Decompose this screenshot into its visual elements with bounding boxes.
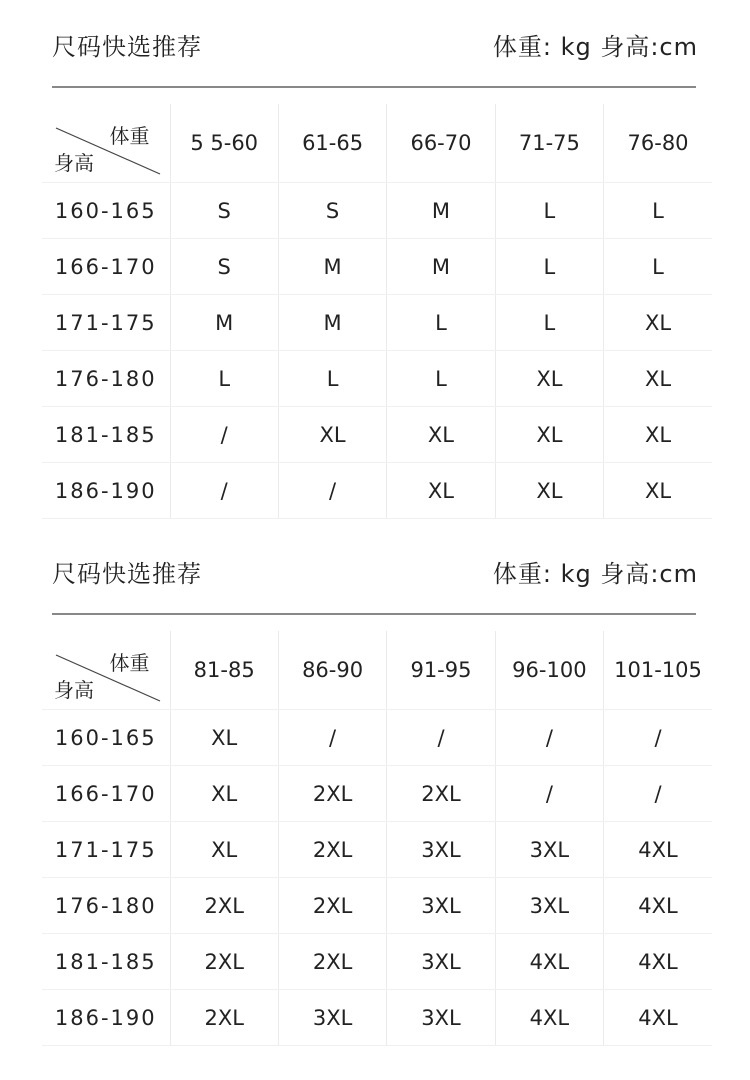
- weight-header: 66-70: [387, 104, 495, 183]
- size-cell: L: [495, 239, 603, 295]
- corner-weight-label: 体重: [109, 651, 150, 675]
- size-cell: M: [278, 239, 386, 295]
- size-cell: S: [278, 183, 386, 239]
- size-cell: 2XL: [278, 878, 386, 934]
- height-cell: 160-165: [42, 710, 170, 766]
- table-row: [42, 710, 712, 766]
- corner-weight-label: 体重: [109, 124, 150, 148]
- corner-cell: [42, 104, 170, 183]
- size-cell: XL: [604, 407, 712, 463]
- size-cell: M: [278, 295, 386, 351]
- height-cell: 171-175: [42, 822, 170, 878]
- height-cell: 176-180: [42, 878, 170, 934]
- section-header: [52, 541, 698, 601]
- size-cell: XL: [495, 351, 603, 407]
- table-row: [42, 990, 712, 1046]
- size-cell: 2XL: [170, 990, 278, 1046]
- size-cell: 4XL: [604, 822, 712, 878]
- size-cell: 4XL: [604, 878, 712, 934]
- size-cell: 3XL: [387, 934, 495, 990]
- size-cell: 3XL: [495, 878, 603, 934]
- height-cell: 181-185: [42, 934, 170, 990]
- weight-header: 91-95: [387, 631, 495, 710]
- size-cell: /: [387, 710, 495, 766]
- header-divider: [52, 86, 696, 88]
- size-cell: L: [495, 295, 603, 351]
- height-cell: 181-185: [42, 407, 170, 463]
- header-divider: [52, 613, 696, 615]
- size-cell: L: [495, 183, 603, 239]
- table-row: [42, 407, 712, 463]
- size-cell: /: [170, 463, 278, 519]
- units-label: 体重: kg 身高:cm: [492, 559, 698, 588]
- size-cell: /: [170, 407, 278, 463]
- height-cell: 186-190: [42, 463, 170, 519]
- size-cell: 2XL: [387, 766, 495, 822]
- table-row: [42, 766, 712, 822]
- section-title: 尺码快选推荐: [52, 559, 202, 588]
- size-cell: 3XL: [278, 990, 386, 1046]
- size-table: [42, 104, 712, 519]
- size-cell: /: [604, 766, 712, 822]
- table-row: [42, 239, 712, 295]
- size-cell: S: [170, 239, 278, 295]
- weight-header: 86-90: [278, 631, 386, 710]
- table-row: [42, 351, 712, 407]
- size-cell: XL: [387, 463, 495, 519]
- size-cell: XL: [387, 407, 495, 463]
- corner-cell: [42, 631, 170, 710]
- size-cell: XL: [495, 463, 603, 519]
- size-cell: XL: [278, 407, 386, 463]
- size-cell: /: [604, 710, 712, 766]
- weight-header: 61-65: [278, 104, 386, 183]
- table-header-row: [42, 104, 712, 183]
- size-cell: M: [387, 239, 495, 295]
- size-cell: M: [387, 183, 495, 239]
- size-cell: 2XL: [278, 766, 386, 822]
- size-section-2: [0, 541, 750, 1041]
- weight-header: 71-75: [495, 104, 603, 183]
- size-cell: XL: [604, 295, 712, 351]
- weight-header: 96-100: [495, 631, 603, 710]
- size-cell: 4XL: [604, 990, 712, 1046]
- size-cell: 2XL: [278, 822, 386, 878]
- size-cell: XL: [495, 407, 603, 463]
- size-cell: 2XL: [278, 934, 386, 990]
- table-header-row: [42, 631, 712, 710]
- weight-header: 5 5-60: [170, 104, 278, 183]
- table-row: [42, 822, 712, 878]
- size-cell: 3XL: [387, 822, 495, 878]
- corner-height-label: 身高: [54, 151, 94, 175]
- table-row: [42, 934, 712, 990]
- size-cell: 2XL: [170, 878, 278, 934]
- size-cell: 3XL: [387, 990, 495, 1046]
- section-title: 尺码快选推荐: [52, 32, 202, 61]
- height-cell: 166-170: [42, 239, 170, 295]
- height-cell: 186-190: [42, 990, 170, 1046]
- height-cell: 166-170: [42, 766, 170, 822]
- table-row: [42, 295, 712, 351]
- size-cell: /: [278, 463, 386, 519]
- size-cell: 2XL: [170, 934, 278, 990]
- size-cell: L: [387, 351, 495, 407]
- size-cell: /: [495, 766, 603, 822]
- units-label: 体重: kg 身高:cm: [492, 32, 698, 61]
- size-cell: L: [387, 295, 495, 351]
- size-cell: /: [495, 710, 603, 766]
- size-cell: 3XL: [387, 878, 495, 934]
- height-cell: 160-165: [42, 183, 170, 239]
- size-cell: XL: [170, 766, 278, 822]
- height-cell: 171-175: [42, 295, 170, 351]
- size-cell: XL: [604, 351, 712, 407]
- weight-header: 81-85: [170, 631, 278, 710]
- corner-height-label: 身高: [54, 678, 94, 702]
- size-cell: 4XL: [604, 934, 712, 990]
- size-cell: L: [604, 183, 712, 239]
- height-cell: 176-180: [42, 351, 170, 407]
- size-section-1: [0, 14, 750, 514]
- table-row: [42, 183, 712, 239]
- size-cell: L: [170, 351, 278, 407]
- size-cell: 4XL: [495, 990, 603, 1046]
- size-cell: XL: [170, 710, 278, 766]
- size-cell: XL: [170, 822, 278, 878]
- weight-header: 76-80: [604, 104, 712, 183]
- size-cell: 4XL: [495, 934, 603, 990]
- table-row: [42, 463, 712, 519]
- section-header: [52, 14, 698, 74]
- size-cell: M: [170, 295, 278, 351]
- size-cell: 3XL: [495, 822, 603, 878]
- size-cell: /: [278, 710, 386, 766]
- size-cell: S: [170, 183, 278, 239]
- size-table: [42, 631, 712, 1046]
- size-cell: L: [604, 239, 712, 295]
- size-cell: XL: [604, 463, 712, 519]
- table-row: [42, 878, 712, 934]
- size-cell: L: [278, 351, 386, 407]
- weight-header: 101-105: [604, 631, 712, 710]
